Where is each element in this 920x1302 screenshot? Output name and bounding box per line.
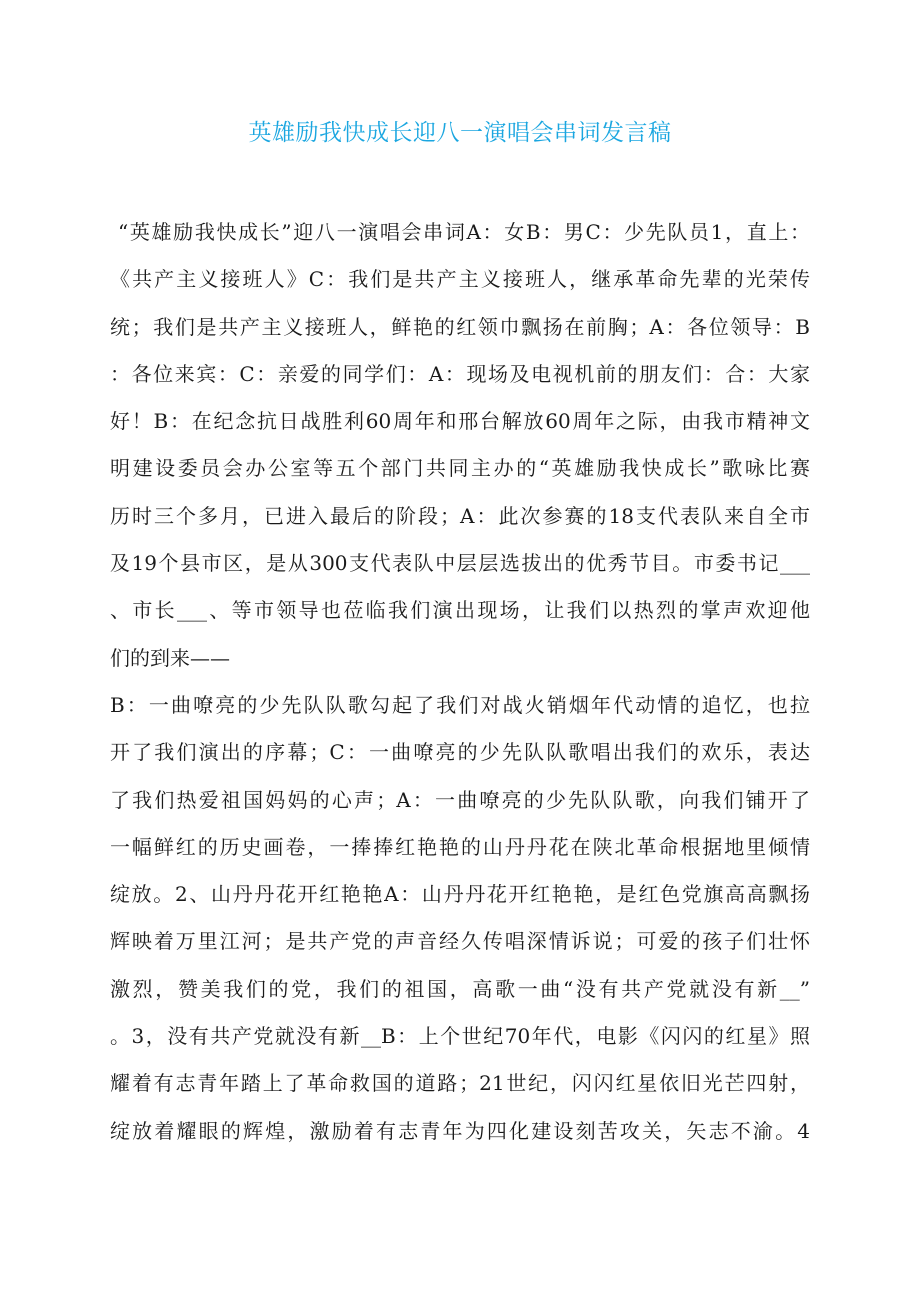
- document-body: [110, 214, 810, 1160]
- body-line: 明建设委员会办公室等五个部门共同主办的“英雄励我快成长”歌咏比赛: [110, 456, 810, 481]
- body-line: 激烈，赞美我们的党，我们的祖国，高歌一曲“没有共产党就没有新__”: [110, 976, 810, 1001]
- body-line: B：一曲嘹亮的少先队队歌勾起了我们对战火销烟年代动情的追忆，也拉: [110, 692, 810, 717]
- body-line: 辉映着万里江河；是共产党的声音经久传唱深情诉说；可爱的孩子们壮怀: [110, 929, 810, 954]
- body-line: 绽放着耀眼的辉煌，激励着有志青年为四化建设刻苦攻关，矢志不渝。4: [110, 1118, 810, 1143]
- body-line: 了我们热爱祖国妈妈的心声；A：一曲嘹亮的少先队队歌，向我们铺开了: [110, 787, 810, 812]
- body-line: 《共产主义接班人》C：我们是共产主义接班人，继承革命先辈的光荣传: [110, 267, 810, 292]
- body-line: 、市长___、等市领导也莅临我们演出现场，让我们以热烈的掌声欢迎他: [110, 598, 810, 623]
- body-line: ：各位来宾：C：亲爱的同学们：A：现场及电视机前的朋友们：合：大家: [110, 361, 810, 386]
- body-line: 统；我们是共产主义接班人，鲜艳的红领巾飘扬在前胸；A：各位领导：B: [110, 314, 810, 339]
- body-line: 历时三个多月，已进入最后的阶段；A：此次参赛的18支代表队来自全市: [110, 503, 810, 528]
- body-line: 们的到来——: [110, 645, 230, 670]
- document-title: 英雄励我快成长迎八一演唱会串词发言稿: [248, 120, 672, 146]
- body-line: “英雄励我快成长”迎八一演唱会串词A：女B：男C：少先队员1，直上：: [118, 220, 810, 244]
- body-line: 及19个县市区，是从300支代表队中层层选拔出的优秀节目。市委书记___: [110, 551, 810, 576]
- body-line: 绽放。2、山丹丹花开红艳艳A：山丹丹花开红艳艳，是红色党旗高高飘扬: [110, 882, 810, 907]
- body-line: 耀着有志青年踏上了革命救国的道路；21世纪，闪闪红星依旧光芒四射，: [110, 1071, 810, 1096]
- body-line: 一幅鲜红的历史画卷，一捧捧红艳艳的山丹丹花在陕北革命根据地里倾情: [110, 834, 810, 859]
- body-line: 好！B：在纪念抗日战胜利60周年和邢台解放60周年之际，由我市精神文: [110, 409, 810, 434]
- body-line: 。3，没有共产党就没有新__B：上个世纪70年代，电影《闪闪的红星》照: [110, 1024, 810, 1049]
- body-line: 开了我们演出的序幕；C：一曲嘹亮的少先队队歌唱出我们的欢乐，表达: [110, 740, 810, 765]
